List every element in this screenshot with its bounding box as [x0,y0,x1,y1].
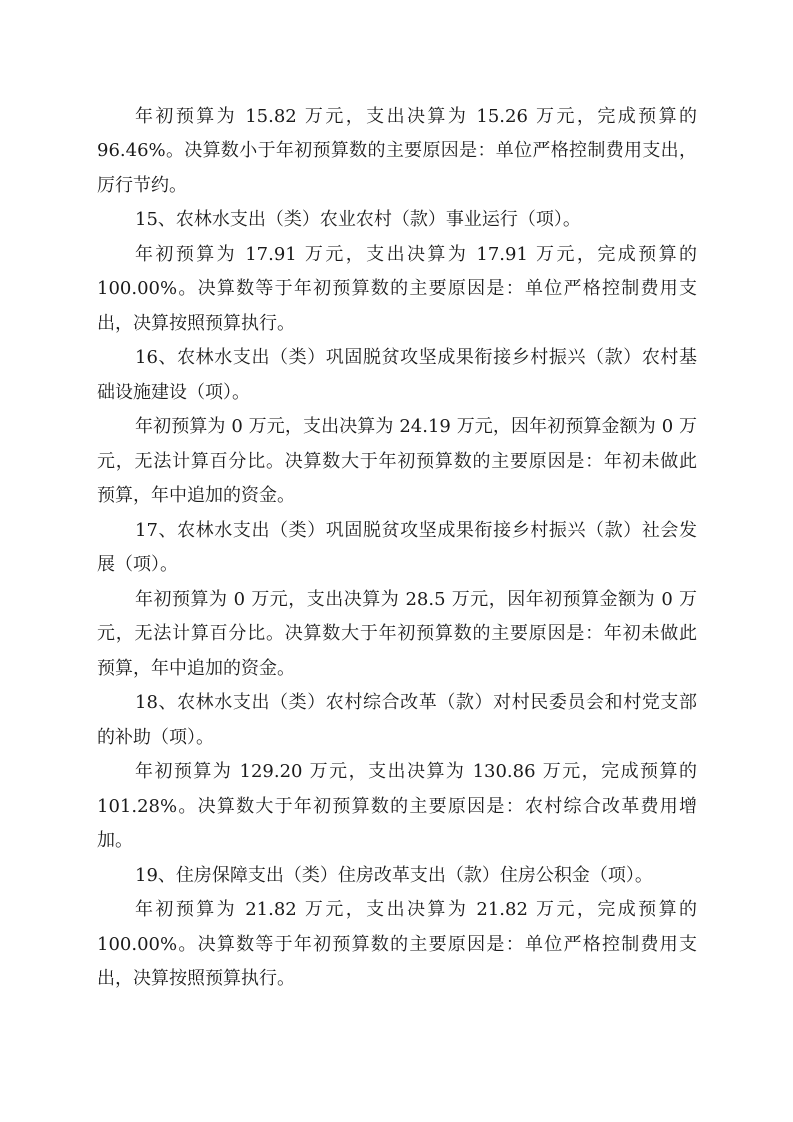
paragraph-line: 厉行节约。 [97,175,187,196]
paragraph-line: 出，决算按照预算执行。 [97,968,295,989]
paragraph-line: 础设施建设（项）。 [97,382,250,403]
paragraph-first-line: 年初预算为 21.82 万元，支出决算为 21.82 万元，完成预算的 [135,899,697,920]
paragraph-line: 元，无法计算百分比。决算数大于年初预算数的主要原因是：年初未做此 [97,451,697,472]
paragraph-first-line: 15、农林水支出（类）农业农村（款）事业运行（项）。 [135,209,581,230]
paragraph-first-line: 年初预算为 0 万元，支出决算为 28.5 万元，因年初预算金额为 0 万 [135,589,697,610]
paragraph-first-line: 18、农林水支出（类）农村综合改革（款）对村民委员会和村党支部 [135,692,697,713]
paragraph-line: 100.00%。决算数等于年初预算数的主要原因是：单位严格控制费用支 [97,934,697,955]
paragraph-first-line: 19、住房保障支出（类）住房改革支出（款）住房公积金（项）。 [135,865,653,886]
paragraph-line: 元，无法计算百分比。决算数大于年初预算数的主要原因是：年初未做此 [97,623,697,644]
paragraph-line: 出，决算按照预算执行。 [97,313,295,334]
paragraph-first-line: 17、农林水支出（类）巩固脱贫攻坚成果衔接乡村振兴（款）社会发 [135,520,697,541]
paragraph-line: 的补助（项）。 [97,727,214,748]
paragraph-line: 96.46%。决算数小于年初预算数的主要原因是：单位严格控制费用支出， [97,140,697,161]
paragraph-first-line: 年初预算为 0 万元，支出决算为 24.19 万元，因年初预算金额为 0 万 [135,416,697,437]
paragraph-line: 预算，年中追加的资金。 [97,485,295,506]
paragraph-first-line: 年初预算为 17.91 万元，支出决算为 17.91 万元，完成预算的 [135,244,697,265]
paragraph-line: 展（项）。 [97,554,178,575]
paragraph-line: 101.28%。决算数大于年初预算数的主要原因是：农村综合改革费用增 [97,796,697,817]
paragraph-line: 加。 [97,830,133,851]
paragraph-line: 预算，年中追加的资金。 [97,658,295,679]
paragraph-first-line: 16、农林水支出（类）巩固脱贫攻坚成果衔接乡村振兴（款）农村基 [135,347,697,368]
paragraph-line: 100.00%。决算数等于年初预算数的主要原因是：单位严格控制费用支 [97,278,697,299]
paragraph-first-line: 年初预算为 129.20 万元，支出决算为 130.86 万元，完成预算的 [135,761,697,782]
paragraph-first-line: 年初预算为 15.82 万元，支出决算为 15.26 万元，完成预算的 [135,106,697,127]
